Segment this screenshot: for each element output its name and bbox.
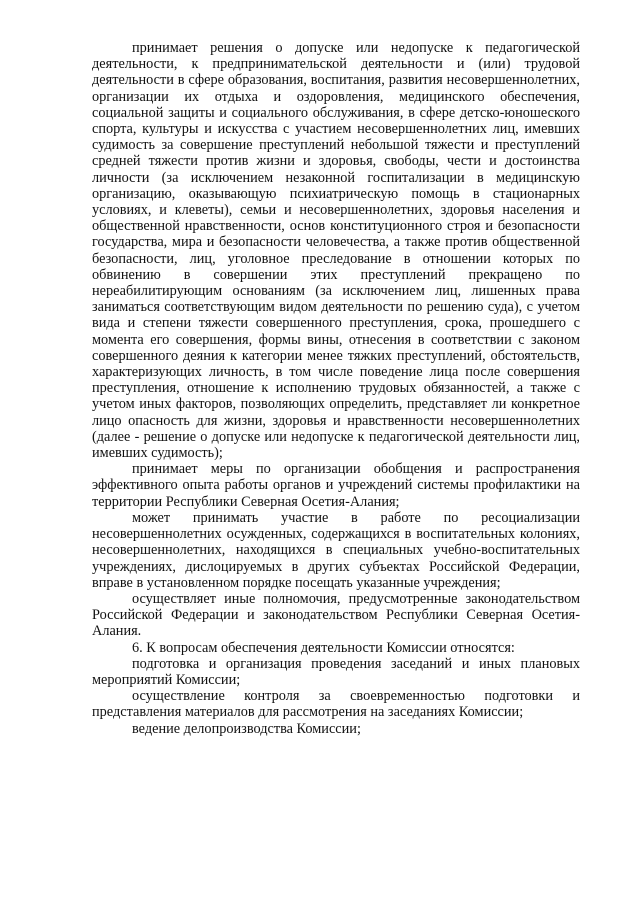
- paragraph-resocialization: может принимать участие в работе по ресоциализации несовершеннолетних осужденных, содержащихся в воспитательных колониях, несовершеннолетних, находящихся в специальных учебно-воспитательных учреждениях, дислоцируемых в других субъектах Российской Федерации, вправе в установленном порядке посещать указанные учреждения;: [92, 509, 580, 591]
- paragraph-other-powers: осуществляет иные полномочия, предусмотренные законодательством Российской Федерации и законодательством Республики Северная Осетия-Алания.: [92, 590, 580, 640]
- paragraph-section-6-heading: 6. К вопросам обеспечения деятельности Комиссии относятся:: [132, 639, 515, 656]
- paragraph-meetings-preparation: подготовка и организация проведения заседаний и иных плановых мероприятий Комиссии;: [92, 655, 580, 688]
- paragraph-admission-decisions: принимает решения о допуске или недопуске к педагогической деятельности, к предпринимательской деятельности и (или) трудовой деятельности в сфере образования, воспитания, развития несовершеннолетних, организации их отдыха и оздоровления, медицинского обеспечения, социальной защиты и социального обслуживания, в сфере детско-юношеского спорта, культуры и искусства с участием несовершеннолетних лиц, имевших судимость за совершение преступлений небольшой тяжести и преступлений средней тяжести против жизни и здоровья, свободы, чести и достоинства личности (за исключением незаконной госпитализации в медицинскую организацию, оказывающую психиатрическую помощь в стационарных условиях, и клеветы), семьи и несовершеннолетних, здоровья населения и общественной нравственности, основ конституционного строя и безопасности государства, мира и безопасности человечества, а также против общественной безопасности, лиц, уголовное преследование в отношении которых по обвинению в совершении этих преступлений прекращено по нереабилитирующим основаниям (за исключением лиц, лишенных права заниматься соответствующим видом деятельности по решению суда), с учетом вида и степени тяжести совершенного преступления, срока, прошедшего с момента его совершения, формы вины, отнесения в соответствии с законом совершенного деяния к категории менее тяжких преступлений, обстоятельств, характеризующих личность, в том числе поведение лица после совершения преступления, отношение к исполнению трудовых обязанностей, а также с учетом иных факторов, позволяющих определить, представляет ли конкретное лицо опасность для жизни, здоровья и нравственности несовершеннолетних (далее - решение о допуске или недопуске к педагогической деятельности лиц, имевших судимость);: [92, 40, 580, 462]
- paragraph-experience-dissemination: принимает меры по организации обобщения и распространения эффективного опыта работы органов и учреждений системы профилактики на территории Республики Северная Осетия-Алания;: [92, 461, 580, 510]
- paragraph-materials-control: осуществление контроля за своевременностью подготовки и представления материалов для рассмотрения на заседаниях Комиссии;: [92, 688, 580, 721]
- document-body: [92, 40, 580, 737]
- paragraph-record-keeping: ведение делопроизводства Комиссии;: [132, 720, 361, 737]
